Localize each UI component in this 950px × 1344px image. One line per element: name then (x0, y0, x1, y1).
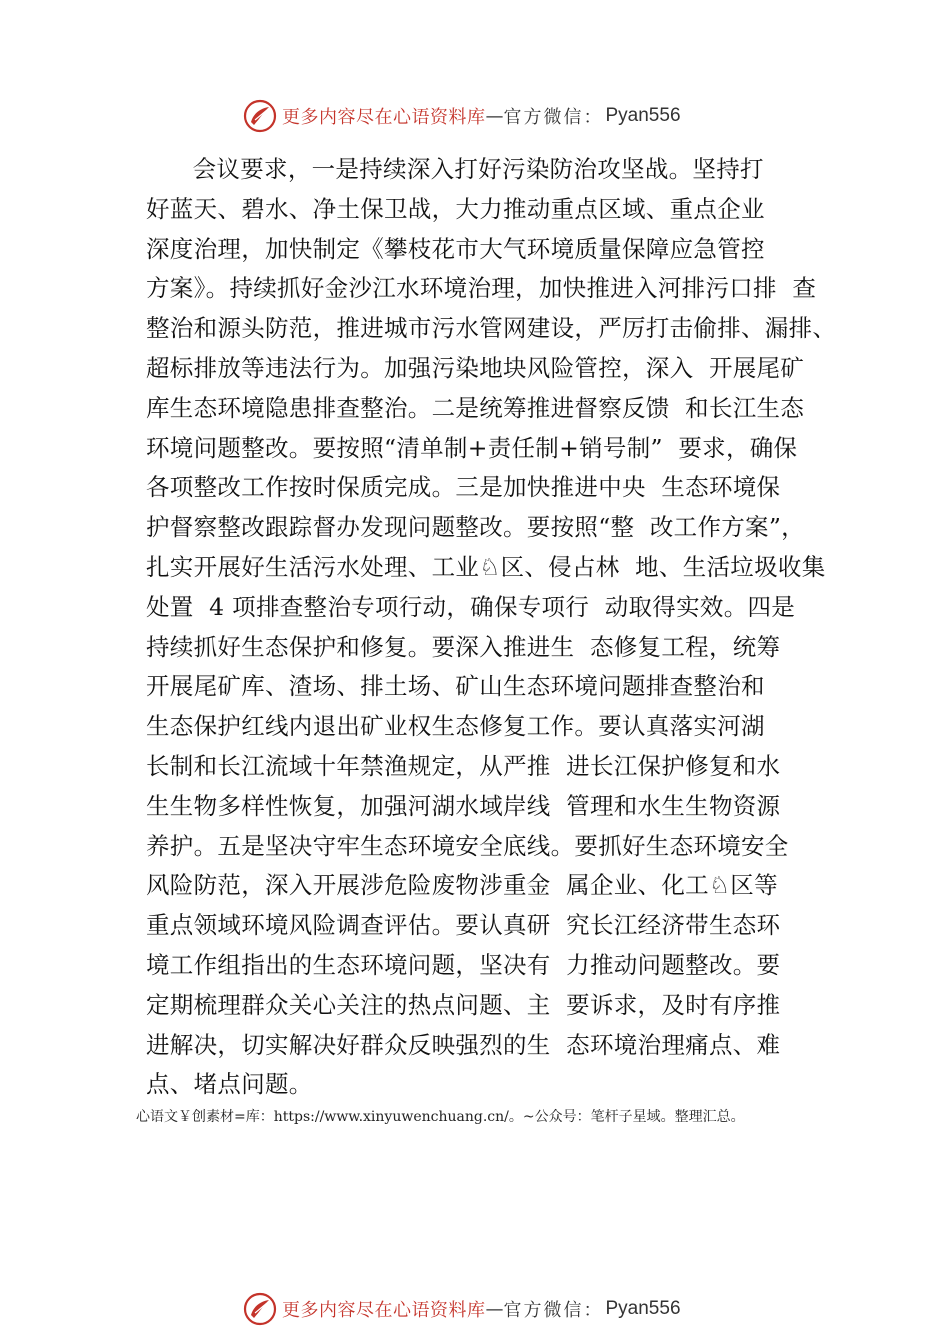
text-line: 生态保护红线内退出矿业权生态修复工作。要认真落实河湖 (146, 712, 765, 741)
text-line: 进解决，切实解决好群众反映强烈的生 态环境治理痛点、难 (146, 1030, 781, 1059)
banner-separator: — (485, 1298, 504, 1320)
banner-wechat-label: 官方微信： (503, 107, 604, 128)
text-line: 生生物多样性恢复，加强河湖水域岸线 管理和水生生物资源 (146, 791, 781, 820)
header-banner (242, 96, 762, 136)
banner-title: 更多内容尽在心语资料库 (282, 1300, 486, 1321)
text-line: 整治和源头防范，推进城市污水管网建设，严厉打击偷排、漏排、 (146, 314, 837, 343)
text-line: 境工作组指出的生态环境问题，坚决有 力推动问题整改。要 (146, 950, 781, 979)
source-note: 心语文￥创素材=库：https://www.xinyuwenchuang.cn/。~公众号：笔杆子星域。整理汇总。 (136, 1109, 745, 1125)
text-line: 开展尾矿库、渣场、排土场、矿山生态环境问题排查整治和 (146, 672, 765, 701)
text-line: 护督察整改跟踪督办发现问题整改。要按照“整 改工作方案”， (146, 513, 805, 542)
logo-icon (242, 98, 278, 134)
banner-title: 更多内容尽在心语资料库 (282, 107, 486, 128)
document-body (146, 150, 846, 1105)
text-line: 环境问题整改。要按照“清单制+责任制+销号制” 要求，确保 (146, 433, 798, 462)
text-line: 方案》。持续抓好金沙江水环境治理，加快推进入河排污口排 查 (146, 274, 817, 303)
footer-banner (242, 1289, 762, 1329)
text-line: 超标排放等违法行为。加强污染地块风险管控，深入 开展尾矿 (146, 353, 805, 382)
text-line: 深度治理，加快制定《攀枝花市大气环境质量保障应急管控 (146, 234, 765, 263)
text-line: 库生态环境隐患排查整治。二是统筹推进督察反馈 和长江生态 (146, 393, 805, 422)
banner-separator: — (485, 105, 504, 127)
text-line: 风险防范，深入开展涉危险废物涉重金 属企业、化工♘区等 (146, 871, 778, 900)
text-line: 养护。五是坚决守牢生态环境安全底线。要抓好生态环境安全 (146, 831, 789, 860)
text-line: 持续抓好生态保护和修复。要深入推进生 态修复工程，统筹 (146, 632, 781, 661)
banner-wechat-id: Pyan556 (605, 1298, 681, 1319)
text-line: 长制和长江流域十年禁渔规定，从严推 进长江保护修复和水 (146, 751, 781, 780)
banner-wechat-id: Pyan556 (605, 105, 681, 126)
text-line: 处置 4 项排查整治专项行动，确保专项行 动取得实效。四是 (146, 592, 796, 621)
text-line: 会议要求，一是持续深入打好污染防治攻坚战。坚持打 (146, 155, 764, 183)
text-line: 扎实开展好生活污水处理、工业♘区、侵占林 地、生活垃圾收集 (146, 552, 826, 581)
text-line: 重点领域环境风险调查评估。要认真研 究长江经济带生态环 (146, 911, 781, 940)
text-line: 好蓝天、碧水、净土保卫战，大力推动重点区域、重点企业 (146, 194, 765, 223)
text-line: 点、堵点问题。 (146, 1070, 313, 1099)
banner-wechat-label: 官方微信： (503, 1300, 604, 1321)
text-line: 定期梳理群众关心关注的热点问题、主 要诉求，及时有序推 (146, 990, 781, 1019)
logo-icon (242, 1291, 278, 1327)
text-line: 各项整改工作按时保质完成。三是加快推进中央 生态环境保 (146, 473, 781, 502)
